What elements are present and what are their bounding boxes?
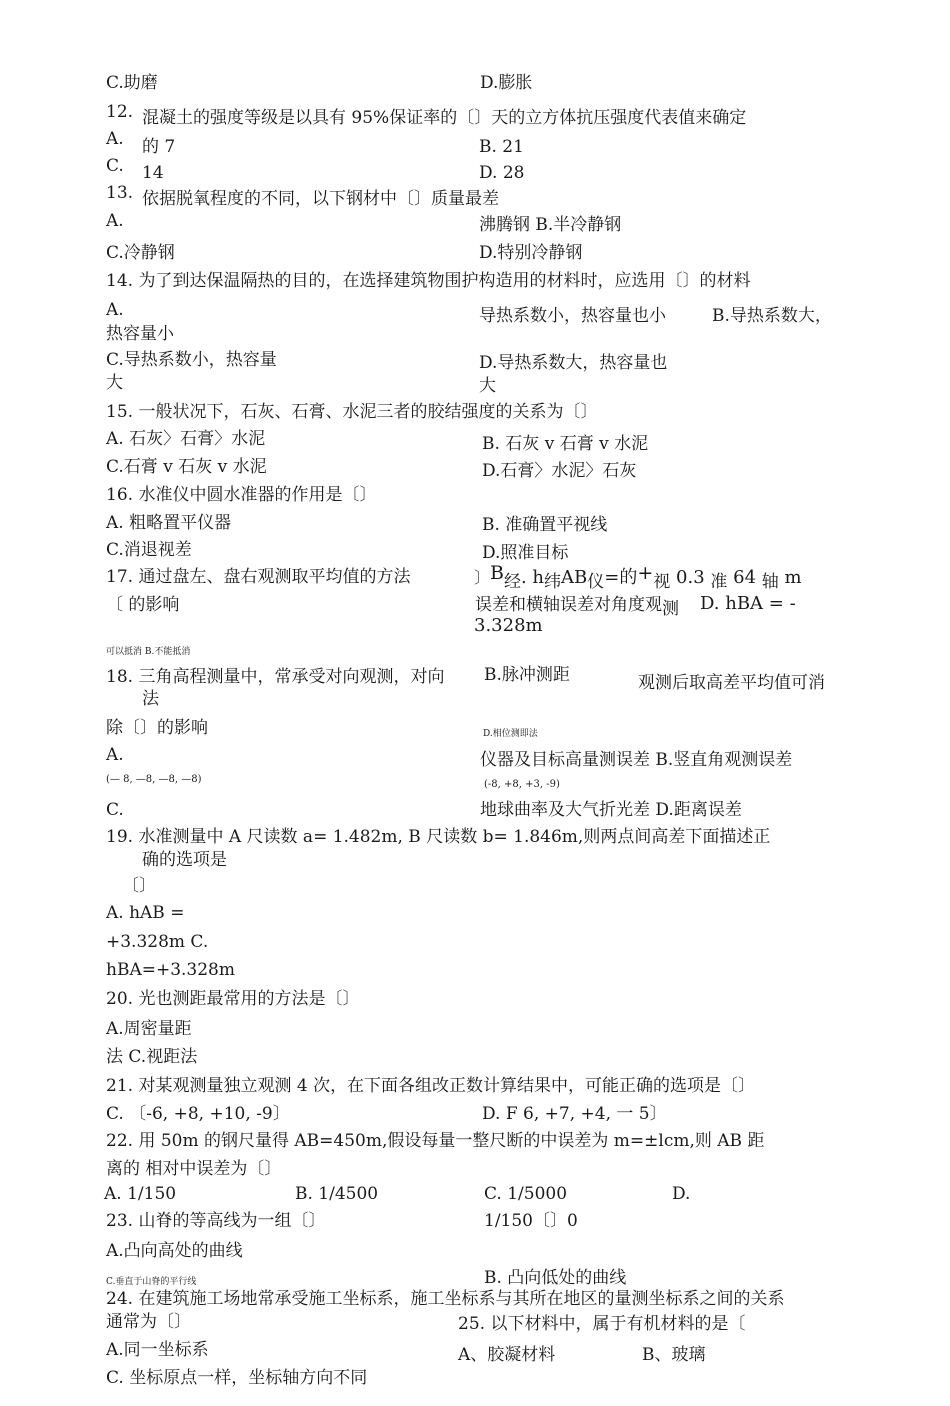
q18-options-a-b: 仪器及目标高量测误差 B.竖直角观测误差 xyxy=(480,750,793,770)
q23-option-b: B. 凸向低处的曲线 xyxy=(484,1268,627,1288)
q17-jumbled-text: 〕B经. h纬AB仪=的+视 0.3 准 64 轴 m xyxy=(474,562,802,592)
q12-option-c-label: C. xyxy=(106,156,124,176)
q13-number: 13. xyxy=(106,183,134,203)
q14-option-a-label: A. xyxy=(106,300,124,320)
q25-option-a: A、胶凝材料 xyxy=(458,1345,556,1365)
q23-stem: 23. 山脊的等高线为一组〔〕 xyxy=(106,1211,326,1231)
q13-stem: 依据脱氧程度的不同，以下钢材中〔〕质量最差 xyxy=(142,189,499,209)
q18-stem-cont: 法 xyxy=(142,689,159,709)
q22-option-a: A. 1/150 xyxy=(104,1184,177,1204)
q20-stem: 20. 光也测距最常用的方法是〔〕 xyxy=(106,989,360,1009)
q14-option-d: D.导热系数大，热容量也 xyxy=(479,353,668,373)
q24-option-a: A.同一坐标系 xyxy=(106,1340,209,1360)
q19-stem: 19. 水准测量中 A 尺读数 a= 1.482m, B 尺读数 b= 1.846m,则两点间高差下面描述正 xyxy=(106,827,771,847)
q21-option-c: C. 〔-6, +8, +10, -9〕 xyxy=(106,1104,290,1124)
q18-stem: 18. 三角高程测量中，常承受对向观测，对向 xyxy=(106,667,445,687)
q11-option-c: C.助磨 xyxy=(106,73,158,93)
q13-option-c: C.冷静钢 xyxy=(106,243,175,263)
q17-option-d-cont: 3.328m xyxy=(474,615,543,636)
q22-stem: 22. 用 50m 的钢尺量得 AB=450m,假设每量一整尺断的中误差为 m=±lcm,则 AB 距 xyxy=(106,1131,765,1151)
q16-option-a: A. 粗略置平仪器 xyxy=(106,513,232,533)
q15-option-c: C.石膏 v 石灰 v 水泥 xyxy=(106,457,267,477)
q15-option-b: B. 石灰 v 石膏 v 水泥 xyxy=(482,434,649,454)
q14-option-d-cont: 大 xyxy=(479,376,496,396)
q12-stem: 混凝土的强度等级是以具有 95%保证率的〔〕天的立方体抗压强度代表值来确定 xyxy=(142,108,747,128)
q14-option-c-cont: 大 xyxy=(106,373,123,393)
q17-options-a-b: 可以抵消 B.不能抵消 xyxy=(106,647,191,657)
q15-option-a: A. 石灰〉石膏〉水泥 xyxy=(106,429,266,449)
q18-stem-cont-2: 观测后取高差平均值可消 xyxy=(638,673,825,693)
q22-option-b: B. 1/4500 xyxy=(295,1184,379,1204)
q12-option-d: D. 28 xyxy=(479,163,525,183)
q16-stem: 16. 水准仪中圆水准器的作用是〔〕 xyxy=(106,485,377,505)
q19-option-c-cont: hBA=+3.328m xyxy=(106,960,235,980)
q11-option-d: D.膨胀 xyxy=(480,73,533,93)
q12-option-a-label: A. xyxy=(106,129,124,149)
q21-option-a-values: (— 8, —8, —8, —8) xyxy=(106,774,202,785)
q19-option-a: A. hAB = xyxy=(106,903,185,923)
q14-option-b-cont: 热容量小 xyxy=(106,324,174,344)
q22-stem-cont: 离的 相对中误差为〔〕 xyxy=(106,1159,282,1179)
q18-option-c-label: C. xyxy=(106,800,124,820)
q14-option-a-text: 导热系数小，热容量也小 xyxy=(479,306,666,326)
q21-option-b-values: (-8, +8, +3, -9) xyxy=(484,779,560,790)
q21-stem: 21. 对某观测量独立观测 4 次，在下面各组改正数计算结果中，可能正确的选项是〔〕 xyxy=(106,1076,756,1096)
q15-option-d: D.石膏〉水泥〉石灰 xyxy=(482,461,637,481)
q22-option-c: C. 1/5000 xyxy=(484,1184,568,1204)
q23-option-c: C.垂直于山脊的平行线 xyxy=(106,1277,197,1287)
q14-stem: 14. 为了到达保温隔热的目的，在选择建筑物围护构造用的材料时，应选用〔〕的材料 xyxy=(106,271,751,291)
q12-option-a-text: 的 7 xyxy=(142,137,176,157)
q22-option-d-cont: 1/150〔〕0 xyxy=(484,1211,578,1231)
q17-option-d-phase: D.相位测即法 xyxy=(483,729,538,739)
q14-option-b-text: B.导热系数大， xyxy=(712,306,832,326)
q23-option-a: A.凸向高处的曲线 xyxy=(106,1241,243,1261)
q25-stem: 25. 以下材料中，属于有机材料的是〔 xyxy=(458,1314,746,1334)
q15-stem: 15. 一般状况下，石灰、石膏、水泥三者的胶结强度的关系为〔〕 xyxy=(106,402,598,422)
q12-option-c-text: 14 xyxy=(142,163,164,183)
q18-options-c-d: 地球曲率及大气折光差 D.距离误差 xyxy=(480,800,742,820)
q17-stem-cont: 〔 的影响 xyxy=(106,595,180,615)
q21-option-d: D. F 6, +7, +4, 一 5〕 xyxy=(482,1104,667,1124)
q14-option-c: C.导热系数小，热容量 xyxy=(106,350,277,370)
q17-stem: 17. 通过盘左、盘右观测取平均值的方法 xyxy=(106,567,411,587)
q22-option-d: D. xyxy=(672,1184,691,1204)
q12-number: 12. xyxy=(106,102,134,122)
q12-option-b: B. 21 xyxy=(479,137,524,157)
q16-option-d: D.照准目标 xyxy=(482,543,569,563)
q24-stem-cont: 通常为〔〕 xyxy=(106,1312,191,1332)
q19-stem-cont: 确的选项是 xyxy=(142,850,227,870)
q19-option-c: +3.328m C. xyxy=(106,932,209,952)
q18-option-a-label: A. xyxy=(106,745,124,765)
q20-option-c: 法 C.视距法 xyxy=(106,1047,198,1067)
q13-options-a-b: 沸腾钢 B.半冷静钢 xyxy=(479,215,622,235)
q24-stem: 24. 在建筑施工场地常承受施工坐标系，施工坐标系与其所在地区的量测坐标系之间的关系 xyxy=(106,1289,785,1309)
q24-option-c: C. 坐标原点一样，坐标轴方向不同 xyxy=(106,1368,368,1388)
q25-option-b: B、玻璃 xyxy=(642,1345,706,1365)
q19-stem-bracket: 〔〕 xyxy=(122,876,156,896)
q20-option-a: A.周密量距 xyxy=(106,1019,192,1039)
q18-stem-cont-3: 除〔〕的影响 xyxy=(106,718,208,738)
q13-option-a-label: A. xyxy=(106,211,124,231)
q17-option-b-pulse: B.脉冲测距 xyxy=(484,665,570,685)
q17-option-d: D. hBA = - xyxy=(700,593,796,614)
q17-stem-cont-2: 误差和横轴误差对角度观测 xyxy=(475,595,679,619)
q13-option-d: D.特别冷静钢 xyxy=(479,243,583,263)
q16-option-b: B. 准确置平视线 xyxy=(482,515,608,535)
q16-option-c: C.消退视差 xyxy=(106,540,192,560)
